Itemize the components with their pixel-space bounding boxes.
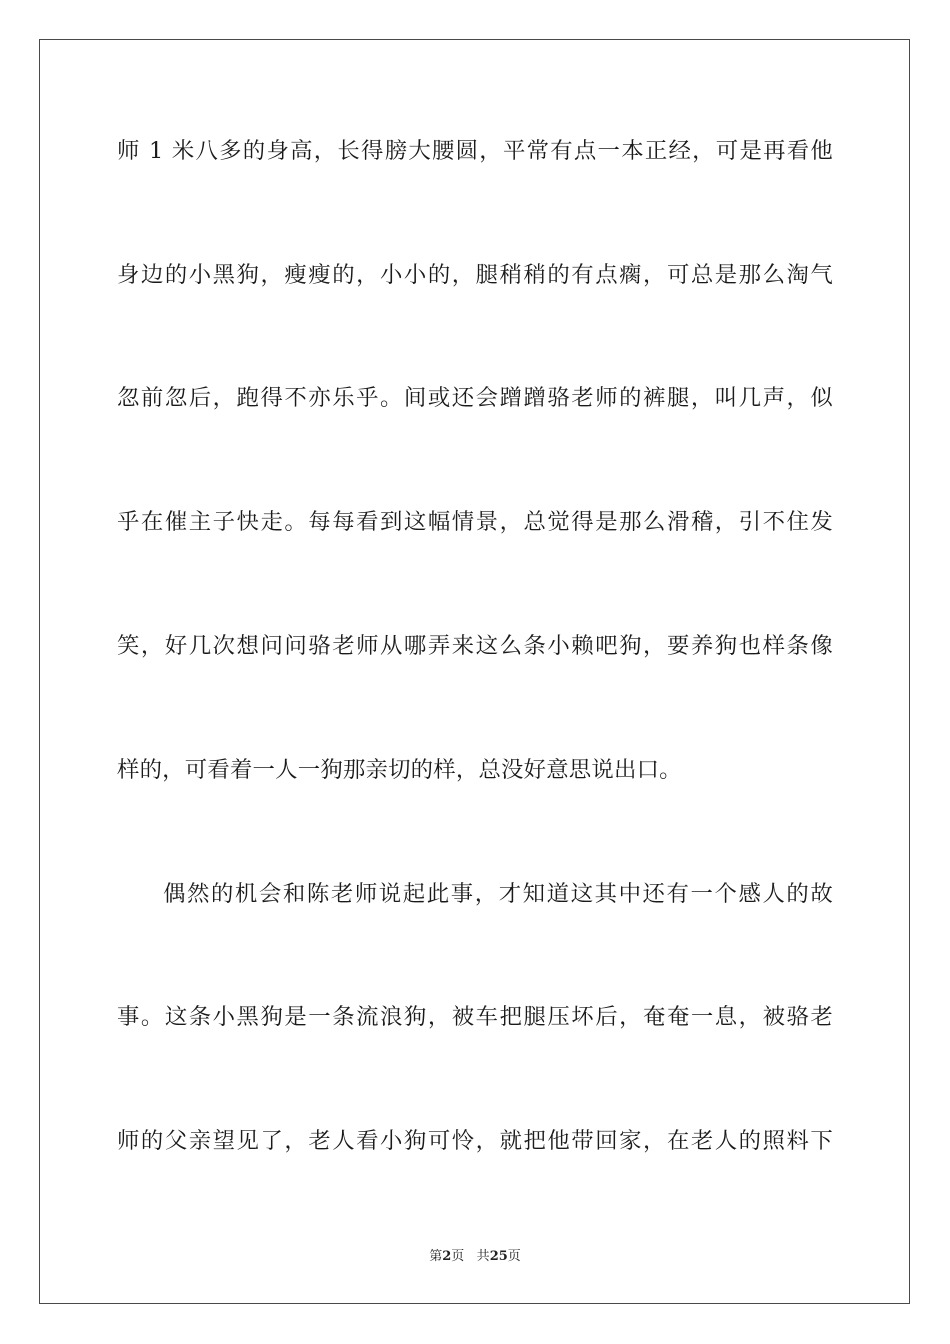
text-line: 身边的小黑狗，瘦瘦的，小小的，腿稍稍的有点瘸，可总是那么淘气 (117, 262, 833, 288)
text-line: 事。这条小黑狗是一条流浪狗，被车把腿压坏后，奄奄一息，被骆老 (117, 1004, 833, 1030)
page-label-suffix: 页 (451, 1249, 465, 1264)
paragraph-first-line: 偶然的机会和陈老师说起此事，才知道这其中还有一个感人的故 (163, 881, 833, 907)
total-pages: 25 (489, 1249, 508, 1264)
page-label-prefix: 第 (429, 1249, 443, 1264)
text-line: 笑，好几次想问问骆老师从哪弄来这么条小赖吧狗，要养狗也样条像 (117, 633, 833, 659)
text-line: 忽前忽后，跑得不亦乐乎。间或还会蹭蹭骆老师的裤腿，叫几声，似 (117, 385, 833, 411)
total-label-prefix: 共 (476, 1249, 490, 1264)
page-footer (0, 1248, 950, 1266)
text-line: 师的父亲望见了，老人看小狗可怜，就把他带回家，在老人的照料下 (117, 1128, 833, 1154)
text-line: 样的，可看着一人一狗那亲切的样，总没好意思说出口。 (117, 757, 682, 783)
page-number: 2 (442, 1249, 452, 1264)
text-line: 师 1 米八多的身高，长得膀大腰圆，平常有点一本正经，可是再看他 (117, 138, 833, 164)
total-label-suffix: 页 (507, 1249, 521, 1264)
page-border (39, 39, 910, 1304)
text-line: 乎在催主子快走。每每看到这幅情景，总觉得是那么滑稽，引不住发 (117, 509, 833, 535)
